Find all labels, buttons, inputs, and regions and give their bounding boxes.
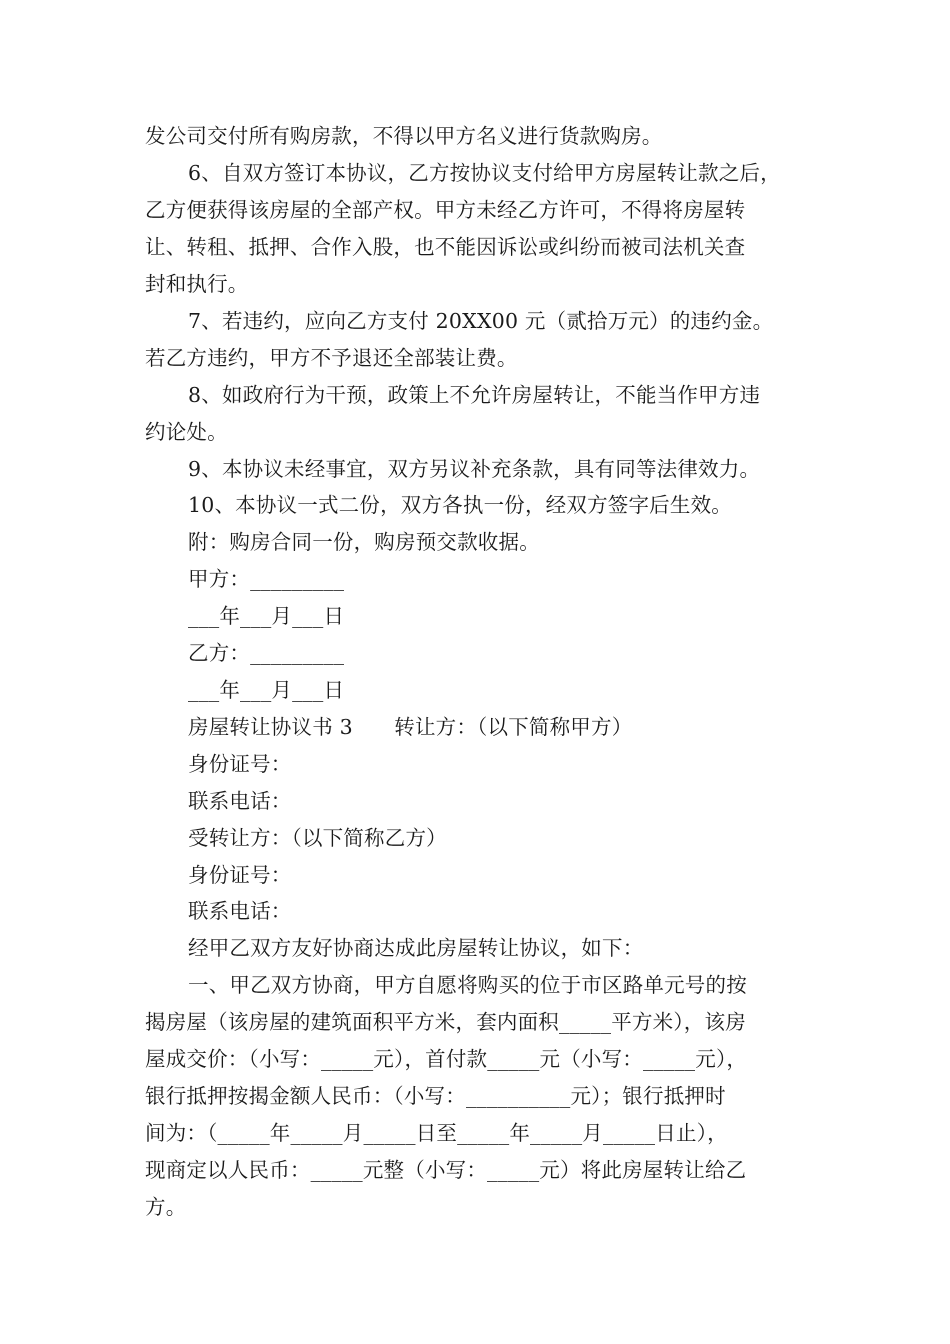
text-line: 让、转租、抵押、合作入股，也不能因诉讼或纠纷而被司法机关查 <box>145 235 746 259</box>
signature-line: 乙方：_________ <box>188 641 345 665</box>
text-line: 揭房屋（该房屋的建筑面积平方米，套内面积_____平方米），该房 <box>145 1010 746 1034</box>
signature-line: 甲方：_________ <box>188 567 345 591</box>
text-line: 发公司交付所有购房款，不得以甲方名义进行货款购房。 <box>145 124 663 148</box>
text-line: 银行抵押按揭金额人民币：（小写：__________元）；银行抵押时 <box>145 1084 726 1108</box>
text-line: 10、本协议一式二份，双方各执一份，经双方签字后生效。 <box>188 493 732 517</box>
text-line: 屋成交价：（小写：_____元），首付款_____元（小写：_____元）， <box>145 1047 748 1071</box>
text-line: 身份证号： <box>188 863 292 887</box>
text-line: 乙方便获得该房屋的全部产权。甲方未经乙方许可，不得将房屋转 <box>145 198 746 222</box>
text-line: 6、自双方签订本协议，乙方按协议支付给甲方房屋转让款之后， <box>188 161 781 185</box>
text-line: 若乙方违约，甲方不予退还全部装让费。 <box>145 346 518 370</box>
date-line: ___年___月___日 <box>188 604 345 628</box>
text-line: 联系电话： <box>188 899 292 923</box>
text-line: 身份证号： <box>188 752 292 776</box>
text-line: 8、如政府行为干预，政策上不允许房屋转让，不能当作甲方违 <box>188 383 761 407</box>
text-line: 封和执行。 <box>145 272 249 296</box>
section-title-line: 房屋转让协议书 3 转让方：（以下简称甲方） <box>188 715 633 739</box>
text-line: 经甲乙双方友好协商达成此房屋转让协议，如下： <box>188 936 644 960</box>
text-line: 约论处。 <box>145 420 228 444</box>
date-line: ___年___月___日 <box>188 678 345 702</box>
text-line: 7、若违约，应向乙方支付 20XX00 元（贰拾万元）的违约金。 <box>188 309 774 333</box>
text-line: 附：购房合同一份，购房预交款收据。 <box>188 530 540 554</box>
text-line: 9、本协议未经事宜，双方另议补充条款，具有同等法律效力。 <box>188 457 761 481</box>
text-line: 一、甲乙双方协商，甲方自愿将购买的位于市区路单元号的按 <box>188 973 747 997</box>
text-line: 方。 <box>145 1195 187 1219</box>
text-line: 受转让方：（以下简称乙方） <box>188 826 447 850</box>
text-line: 联系电话： <box>188 789 292 813</box>
text-line: 间为：（_____年_____月_____日至_____年_____月_____日止）， <box>145 1121 728 1145</box>
text-line: 现商定以人民币：_____元整（小写：_____元）将此房屋转让给乙 <box>145 1158 747 1182</box>
